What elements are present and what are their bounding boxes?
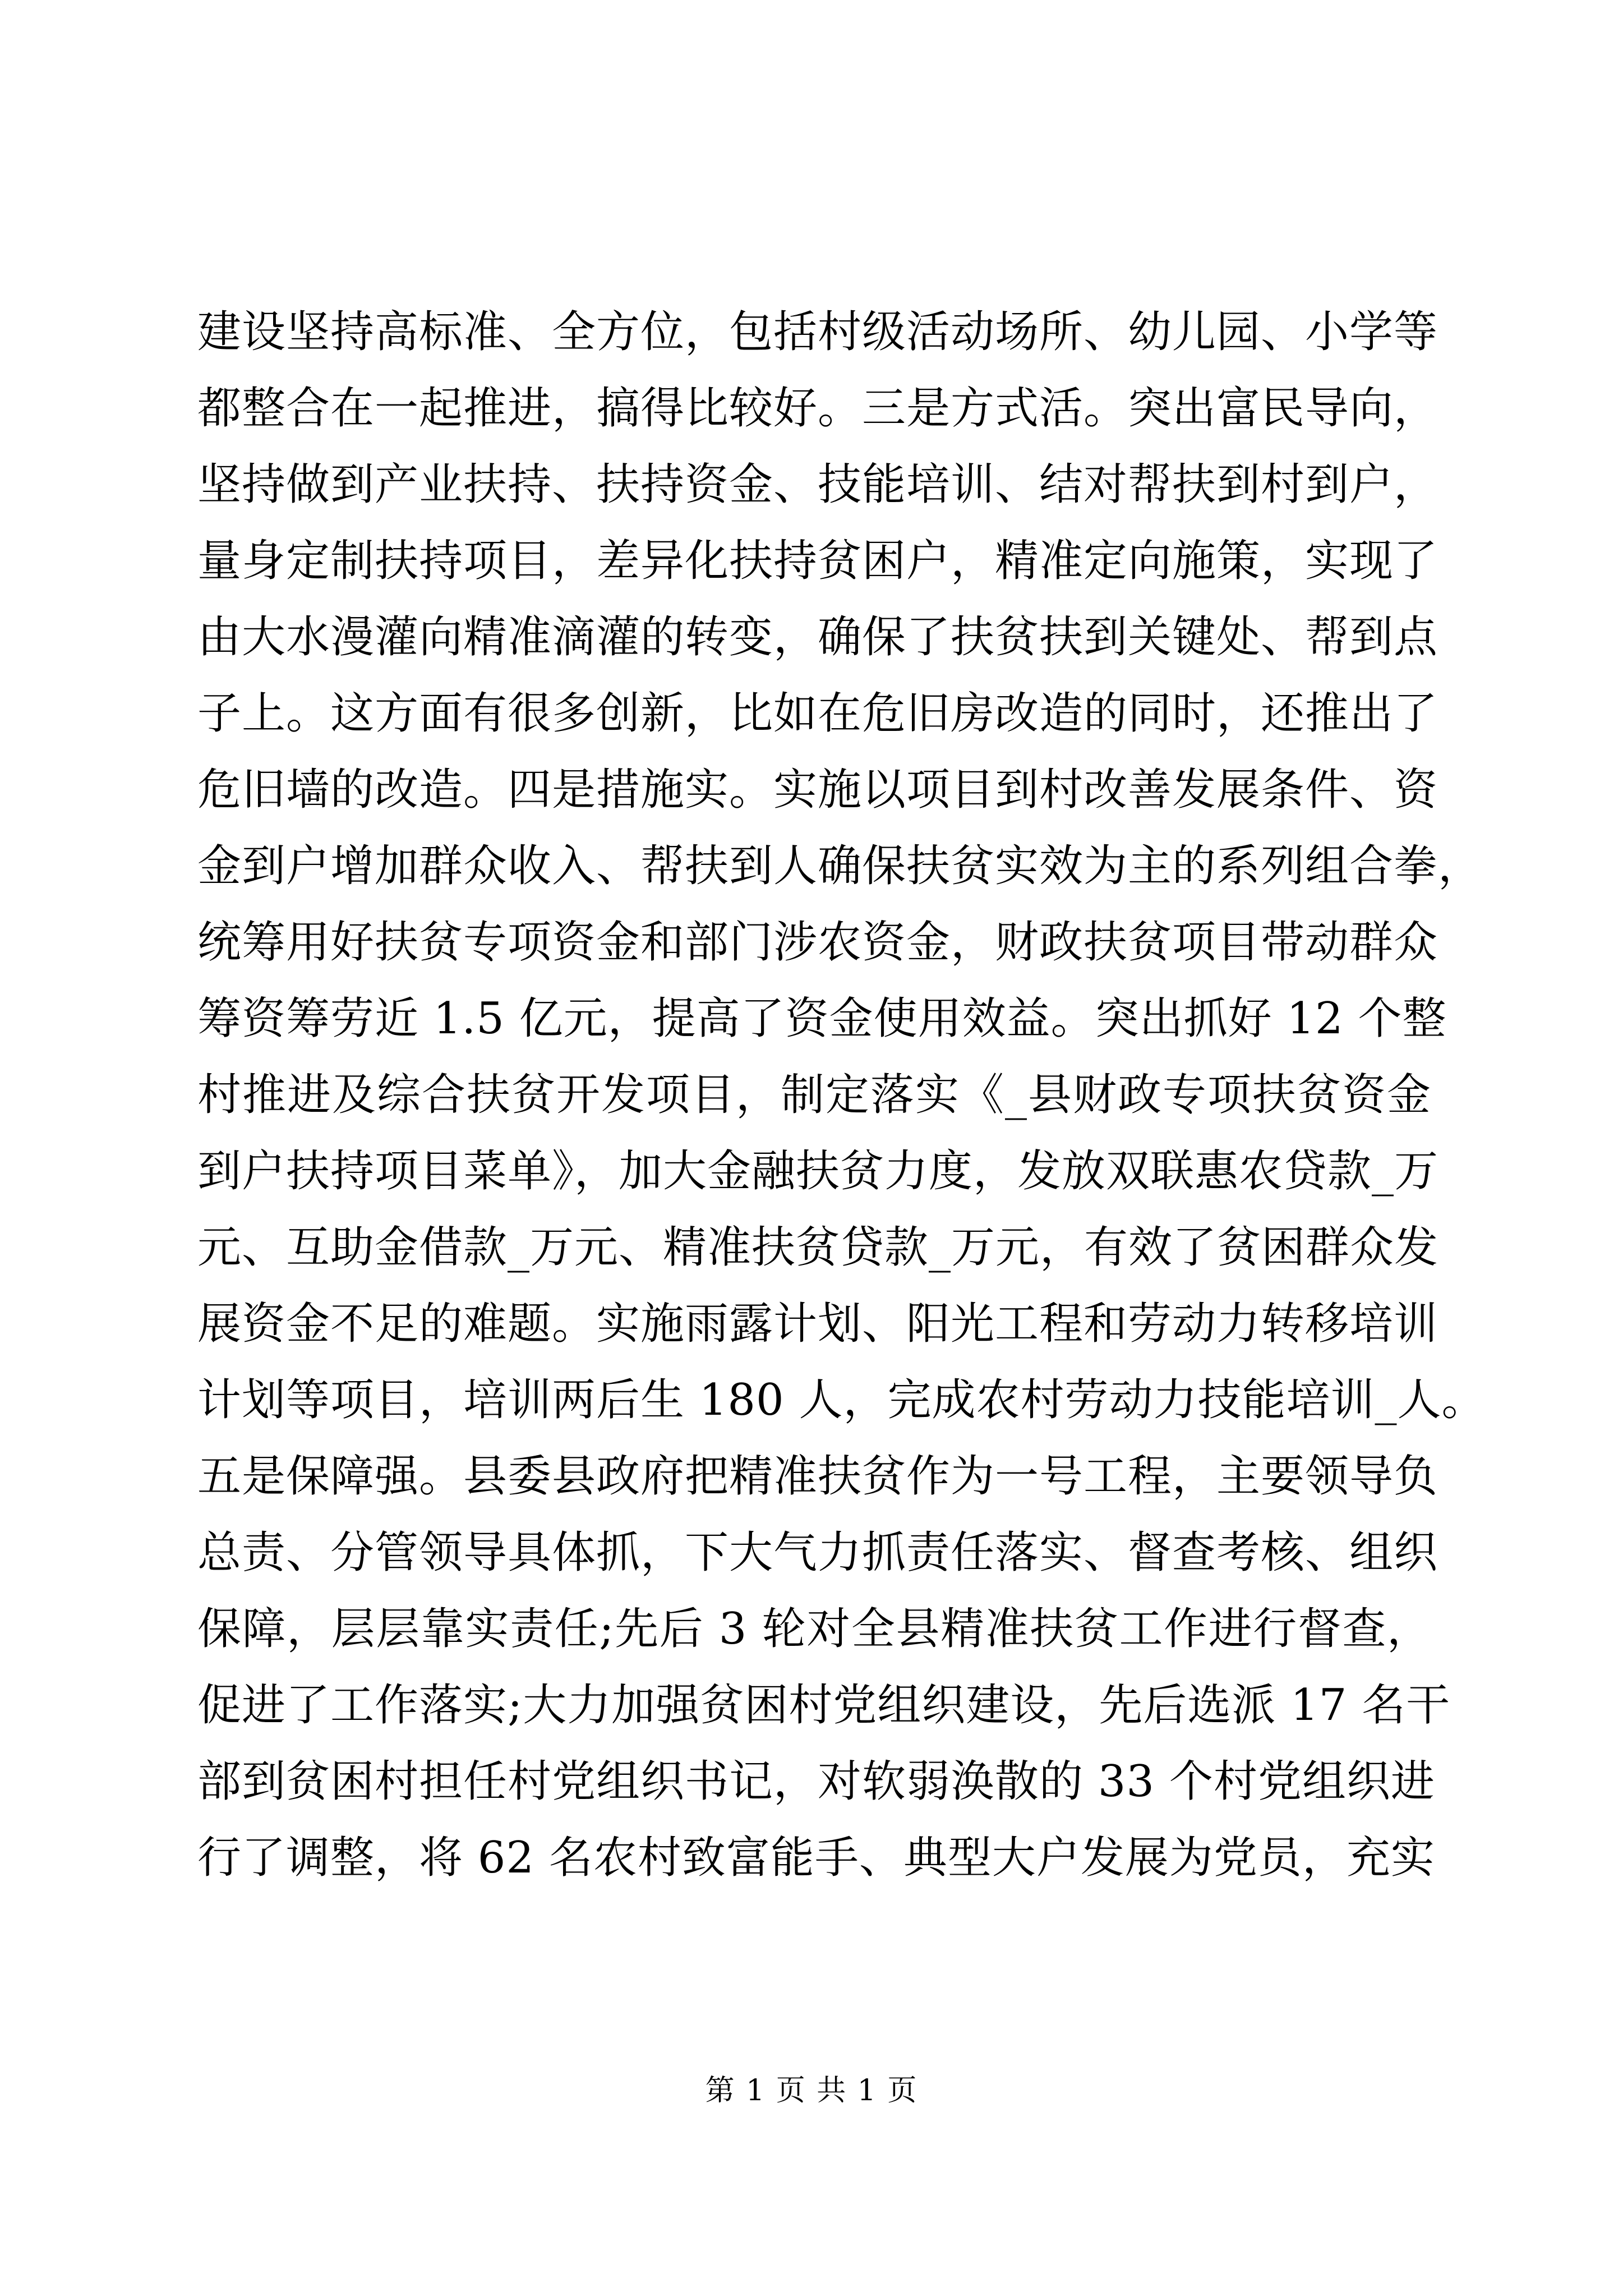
text-line: 建设坚持高标准、全方位，包括村级活动场所、幼儿园、小学等 (197, 307, 1438, 357)
text-line: 都整合在一起推进，搞得比较好。三是方式活。突出富民导向， (197, 383, 1438, 434)
text-line: 危旧墙的改造。四是措施实。实施以项目到村改善发展条件、资 (197, 765, 1438, 815)
text-line: 保障，层层靠实责任;先后 3 轮对全县精准扶贫工作进行督查， (197, 1604, 1431, 1654)
text-line: 坚持做到产业扶持、扶持资金、技能培训、结对帮扶到村到户， (197, 459, 1438, 510)
text-line: 子上。这方面有很多创新，比如在危旧房改造的同时，还推出了 (197, 688, 1438, 739)
text-line: 金到户增加群众收入、帮扶到人确保扶贫实效为主的系列组合拳， (197, 841, 1483, 891)
text-line: 由大水漫灌向精准滴灌的转变，确保了扶贫扶到关键处、帮到点 (197, 612, 1438, 662)
text-line: 行了调整，将 62 名农村致富能手、典型大户发展为党员，充实 (197, 1833, 1435, 1883)
text-line: 量身定制扶持项目，差异化扶持贫困户，精准定向施策，实现了 (197, 536, 1438, 586)
text-line: 促进了工作落实;大力加强贫困村党组织建设，先后选派 17 名干 (197, 1680, 1451, 1731)
text-line: 部到贫困村担任村党组织书记，对软弱涣散的 33 个村党组织进 (197, 1756, 1435, 1807)
text-line: 统筹用好扶贫专项资金和部门涉农资金，财政扶贫项目带动群众 (197, 917, 1438, 968)
text-line: 到户扶持项目菜单》，加大金融扶贫力度，发放双联惠农贷款_万 (197, 1146, 1439, 1197)
body-text (197, 294, 1486, 1896)
text-line: 五是保障强。县委县政府把精准扶贫作为一号工程，主要领导负 (197, 1451, 1438, 1502)
text-line: 村推进及综合扶贫开发项目，制定落实《_县财政专项扶贫资金 (197, 1070, 1431, 1120)
text-line: 计划等项目，培训两后生 180 人，完成农村劳动力技能培训_人。 (197, 1375, 1486, 1425)
page-footer: 第 1 页 共 1 页 (705, 2074, 918, 2108)
text-line: 筹资筹劳近 1.5 亿元，提高了资金使用效益。突出抓好 12 个整 (197, 993, 1447, 1044)
text-line: 元、互助金借款_万元、精准扶贫贷款_万元，有效了贫困群众发 (197, 1222, 1439, 1273)
text-line: 展资金不足的难题。实施雨露计划、阳光工程和劳动力转移培训 (197, 1299, 1438, 1349)
text-line: 总责、分管领导具体抓，下大气力抓责任落实、督查考核、组织 (197, 1527, 1438, 1578)
